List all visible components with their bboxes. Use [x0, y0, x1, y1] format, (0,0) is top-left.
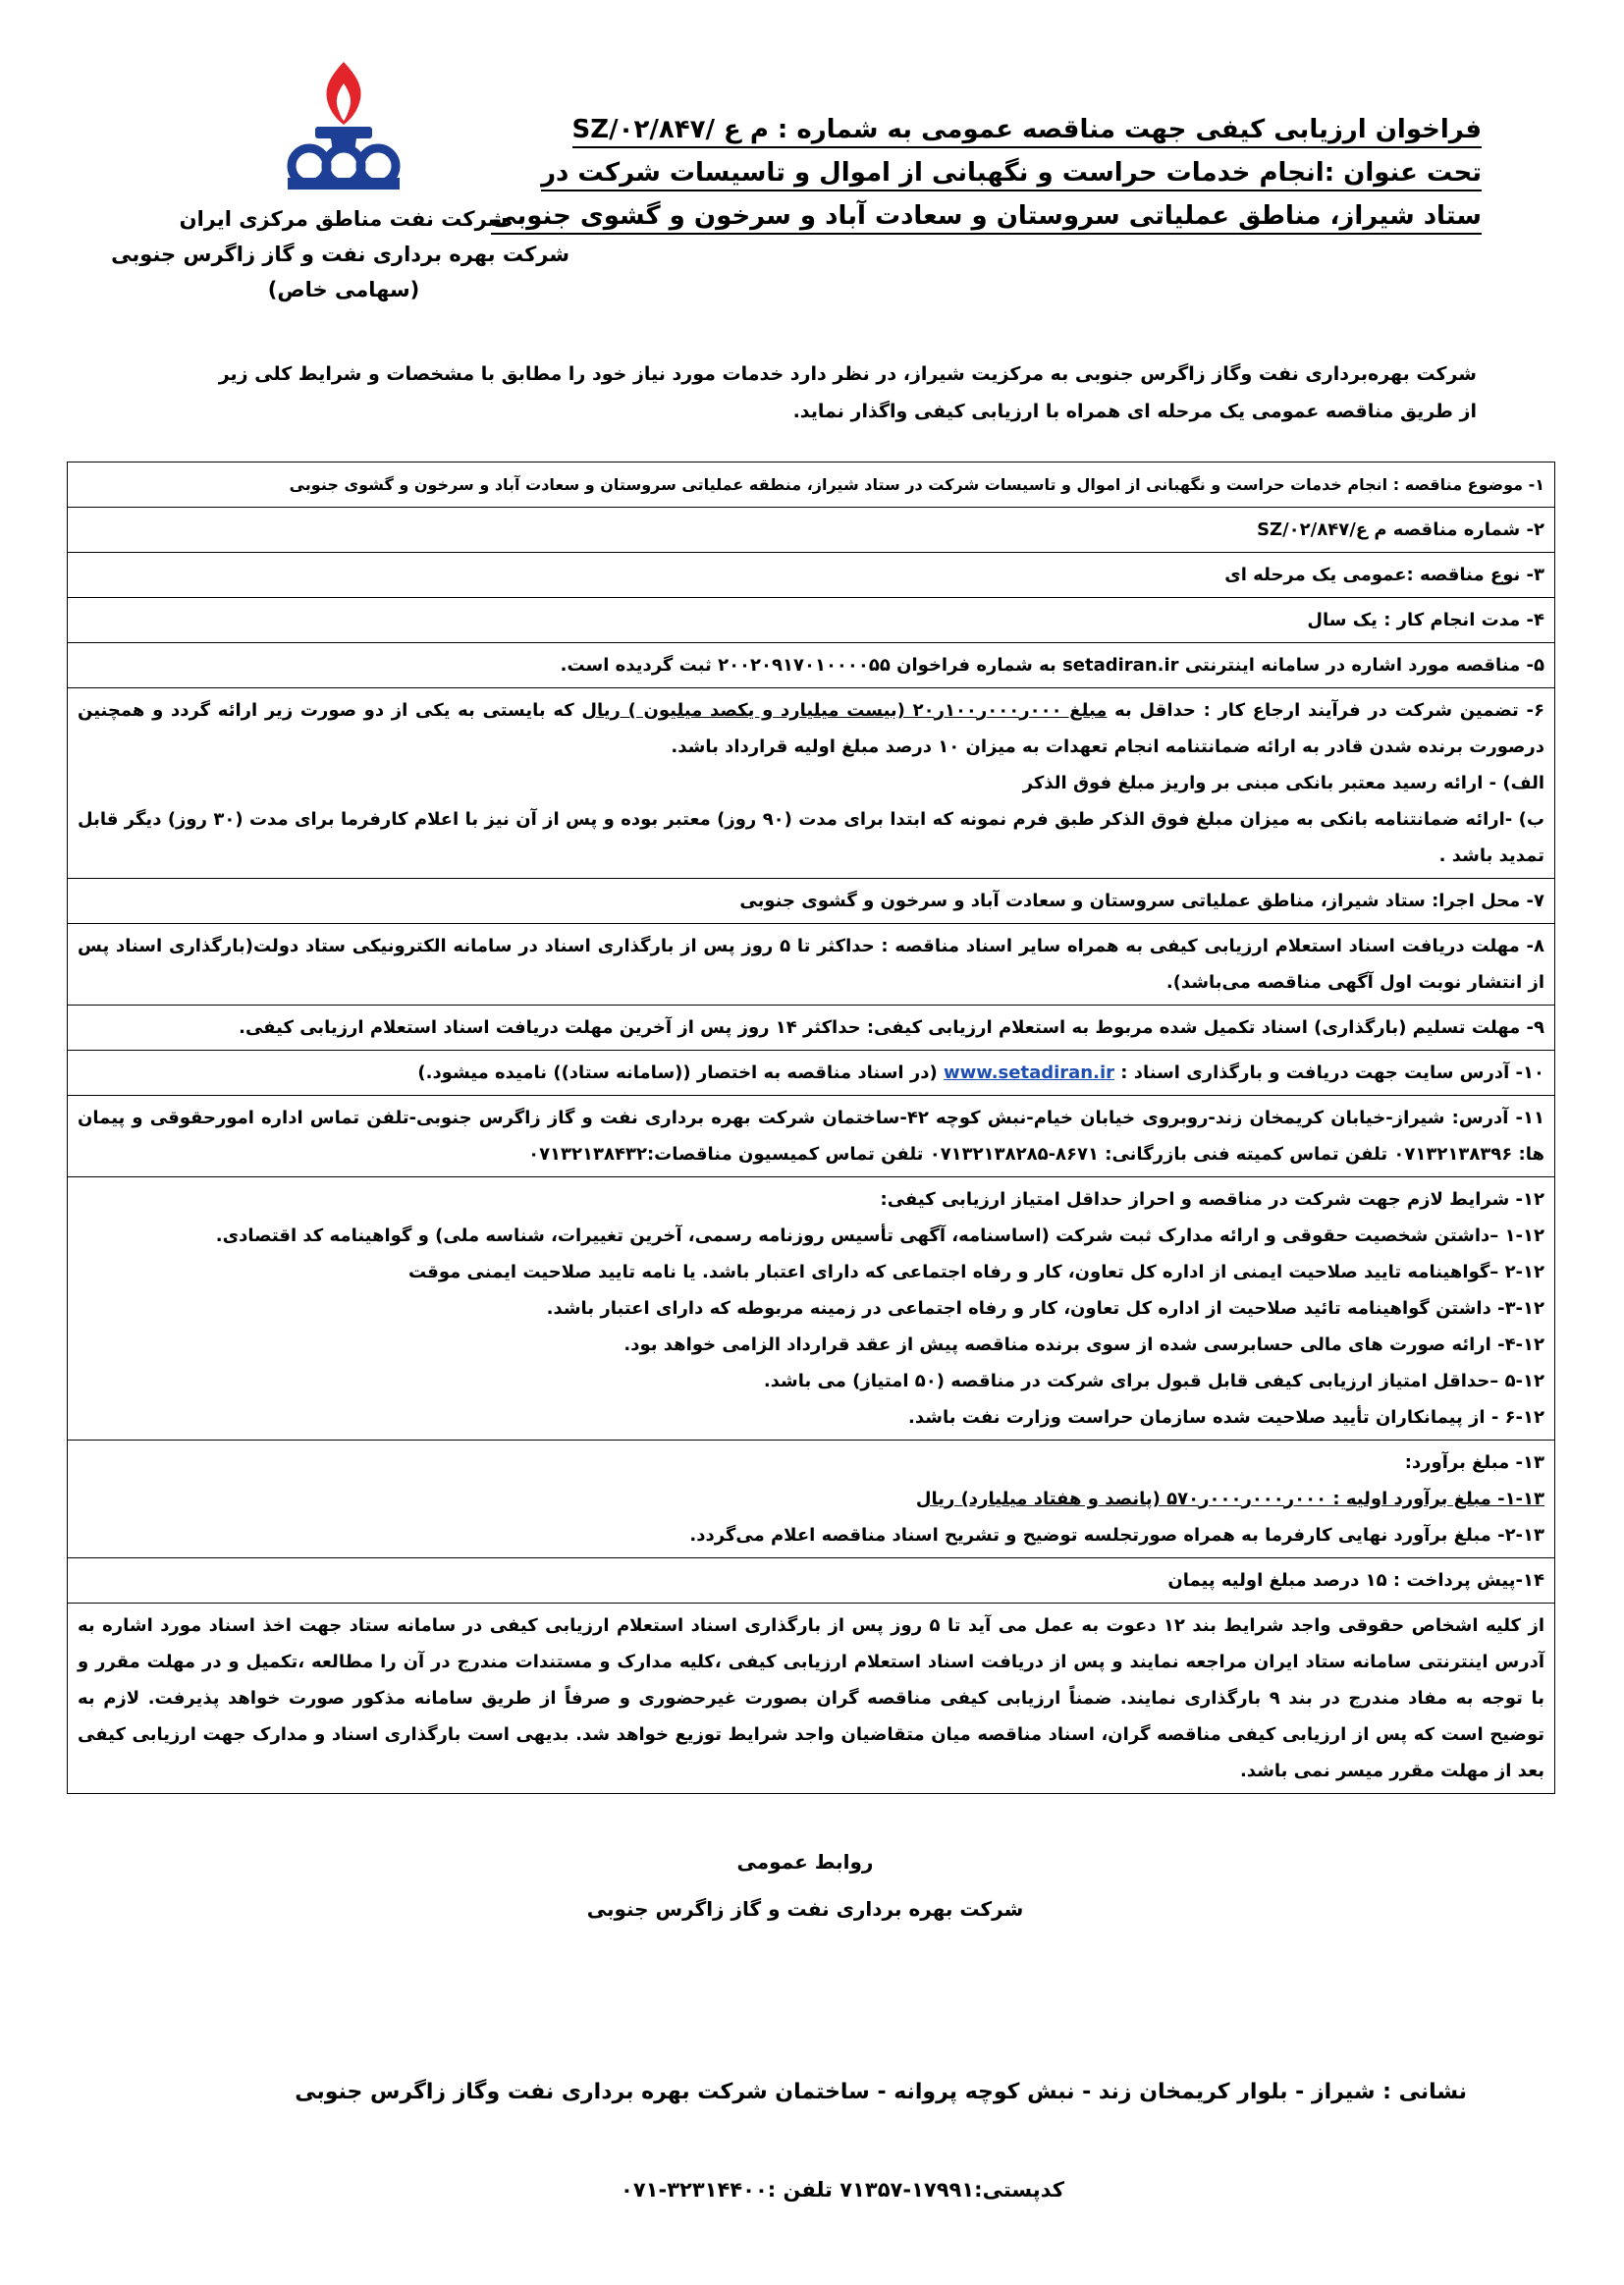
setadiran-link[interactable]: www.setadiran.ir: [943, 1062, 1114, 1083]
estimate-final: ۲-۱۳- مبلغ برآورد نهایی کارفرما به همراه صورتجلسه توضیح و تشریح اسناد مناقصه اعلام می‌گردد.: [689, 1525, 1544, 1546]
requirements-title: ۱۲- شرایط لازم جهت شرکت در مناقصه و احراز حداقل امتیاز ارزیابی کیفی:: [880, 1189, 1544, 1210]
estimate-initial: ۱-۱۳- مبلغ برآورد اولیه : ۰۰۰ر۰۰۰ر۰۰۰ر۵۷۰ (پانصد و هفتاد میلیارد) ریال: [915, 1489, 1544, 1509]
document-title: [491, 113, 1482, 243]
item-duration: ۴- مدت انجام کار : یک سال: [68, 598, 1555, 643]
requirement-2: ۲-۱۲ –گواهینامه تایید صلاحیت ایمنی از اداره کل تعاون، کار و رفاه اجتماعی که دارای اعتبار باشد. یا نامه تایید صلاحیت ایمنی موقت: [408, 1262, 1544, 1282]
item-guarantee: [68, 688, 1555, 879]
signature-line-2: شرکت بهره برداری نفت و گاز زاگرس جنوبی: [586, 1897, 1024, 1921]
requirement-6: ۶-۱۲ - از پیمانکاران تأیید صلاحیت شده سازمان حراست وزارت نفت باشد.: [908, 1407, 1544, 1428]
item-tender-number: ۲- شماره مناقصه م ع/SZ/۰۲/۸۴۷: [68, 508, 1555, 553]
requirement-5: ۵-۱۲ –حداقل امتیاز ارزیابی کیفی قابل قبول برای شرکت در مناقصه (۵۰ امتیاز) می باشد.: [763, 1371, 1544, 1391]
signature-line-1: روابط عمومی: [736, 1850, 874, 1874]
item-estimate: [68, 1441, 1555, 1558]
item-guarantee-text-a: ۶- تضمین شرکت در فرآیند ارجاع کار : حداقل به: [1114, 700, 1544, 721]
item-registration: [68, 643, 1555, 688]
item-document-deadline: ۸- مهلت دریافت اسناد استعلام ارزیابی کیفی به همراه سایر اسناد مناقصه : حداکثر تا ۵ روز پس از بارگذاری اسناد در سامانه الکترونیکی ستاد دولت(بارگذاری اسناد پس از انتشار نوبت اول آگهی مناقصه می‌باشد).: [68, 924, 1555, 1006]
item-requirements: [68, 1177, 1555, 1441]
title-line-3: ستاد شیراز، مناطق عملیاتی سروستان و سعادت آباد و سرخون و گشوی جنوبی: [491, 201, 1482, 235]
item-guarantee-text-b: که بایستی به یکی از دو صورت زیر ارائه گردد و همچنین درصورت برنده شدن قادر به ارائه ضمانتنامه انجام تعهدات به میزان ۱۰ درصد مبلغ اولیه قرارداد باشد.: [78, 700, 1544, 757]
footer-contact: کدپستی:۱۷۹۹۱-۷۱۳۵۷ تلفن :۳۲۳۱۴۴۰۰-۰۷۱: [621, 2178, 1064, 2202]
estimate-title: ۱۳- مبلغ برآورد:: [1404, 1452, 1544, 1473]
item-guarantee-amount: مبلغ ۰۰۰ر۰۰۰ر۱۰۰ر۲۰ (بیست میلیارد و یکصد میلیون ) ریال: [581, 700, 1108, 721]
item-website-text-b: (در اسناد مناقصه به اختصار ((سامانه ستاد)) نامیده میشود.): [417, 1062, 938, 1083]
org-line-3: (سهامی خاص): [267, 278, 420, 301]
item-prepayment: ۱۴-پیش پرداخت : ۱۵ درصد مبلغ اولیه پیمان: [68, 1558, 1555, 1604]
org-line-1: شرکت نفت مناطق مرکزی ایران: [179, 207, 509, 231]
item-registration-site: setadiran.ir: [1062, 655, 1179, 676]
company-logo-block: [111, 54, 569, 307]
item-guarantee-option-b: ب) -ارائه ضمانتنامه بانکی به میزان مبلغ فوق الذکر طبق فرم نمونه که ابتدا برای مدت (۹۰ روز) معتبر بوده و پس از آن نیز با اعلام کارفرما برای مدت (۳۰ روز) دیگر قابل تمدید باشد .: [78, 809, 1544, 866]
item-guarantee-option-a: الف) - ارائه رسید معتبر بانکی مبنی بر واریز مبلغ فوق الذکر: [1022, 773, 1544, 793]
tender-items-table: [67, 462, 1555, 1794]
item-location: ۷- محل اجرا: ستاد شیراز، مناطق عملیاتی سروستان و سعادت آباد و سرخون و گشوی جنوبی: [68, 879, 1555, 924]
org-line-2: شرکت بهره برداری نفت و گاز زاگرس جنوبی: [111, 243, 569, 266]
signature-block: [511, 1838, 1100, 1932]
item-subject: ۱- موضوع مناقصه : انجام خدمات حراست و نگهبانی از اموال و تاسیسات شرکت در ستاد شیراز، منطقه عملیاتی سروستان و سعادت آباد و سرخون و گشوی جنوبی: [68, 462, 1555, 508]
title-line-1: فراخوان ارزیابی کیفی جهت مناقصه عمومی به شماره : م ع /SZ/۰۲/۸۴۷: [572, 115, 1482, 148]
title-line-2: تحت عنوان :انجام خدمات حراست و نگهبانی از اموال و تاسیسات شرکت در: [541, 158, 1482, 191]
item-website-text-a: ۱۰- آدرس سایت جهت دریافت و بارگذاری اسناد :: [1120, 1062, 1544, 1083]
item-website: [68, 1051, 1555, 1096]
nioc-logo-icon: [270, 54, 417, 201]
item-submission-deadline: ۹- مهلت تسلیم (بارگذاری) اسناد تکمیل شده مربوط به استعلام ارزیابی کیفی: حداکثر ۱۴ روز پس از آخرین مهلت دریافت اسناد استعلام ارزیابی کیفی.: [68, 1006, 1555, 1051]
requirement-4: ۴-۱۲- ارائه صورت های مالی حسابرسی شده از سوی برنده مناقصه پیش از عقد قرارداد الزامی خواهد بود.: [623, 1334, 1544, 1355]
requirement-1: ۱-۱۲ –داشتن شخصیت حقوقی و ارائه مدارک ثبت شرکت (اساسنامه، آگهی تأسیس روزنامه رسمی، آخرین تغییرات، شناسه ملی) و گواهینامه کد اقتصادی.: [215, 1225, 1544, 1246]
footer-address: نشانی : شیراز - بلوار کریمخان زند - نبش کوچه پروانه - ساختمان شرکت بهره برداری نفت وگاز زاگرس جنوبی: [295, 2080, 1467, 2104]
item-tender-type: ۳- نوع مناقصه :عمومی یک مرحله ای: [68, 553, 1555, 598]
item-notice: از کلیه اشخاص حقوقی واجد شرایط بند ۱۲ دعوت به عمل می آید تا ۵ روز پس از بارگذاری اسناد استعلام ارزیابی کیفی در سامانه ستاد جهت اخذ اسناد مورد اشاره به آدرس اینترنتی سامانه ستاد ایران مراجعه نمایند و پس از دریافت اسناد استعلام ارزیابی کیفی ،کلیه مدارک و مستندات مندرج در آن را مطالعه ،تکمیل و در مهلت مقرر و با توجه به مفاد مندرج در بند ۹ بارگذاری نمایند. ضمناً ارزیابی کیفی مناقصه گران بصورت غیرحضوری و صرفاً از طریق سامانه مذکور صورت خواهد پذیرفت. لازم به توضیح است که پس از ارزیابی کیفی مناقصه گران، اسناد مناقصه میان متقاضیان واجد شرایط توزیع خواهد شد. بدیهی است بارگذاری اسناد و مدارک جهت ارزیابی کیفی بعد از مهلت مقرر میسر نمی باشد.: [68, 1604, 1555, 1794]
intro-paragraph: شرکت بهره‌برداری نفت وگاز زاگرس جنوبی به مرکزیت شیراز، در نظر دارد خدمات مورد نیاز خود را مطابق با مشخصات و شرایط کلی زیر از طریق مناقصه عمومی یک مرحله ای همراه با ارزیابی کیفی واگذار نماید.: [218, 363, 1477, 422]
requirement-3: ۳-۱۲- داشتن گواهینامه تائید صلاحیت از اداره کل تعاون، کار و رفاه اجتماعی در زمینه مربوطه که دارای اعتبار باشد.: [546, 1298, 1544, 1319]
item-address: ۱۱- آدرس: شیراز-خیابان کریمخان زند-روبروی خیابان خیام-نبش کوچه ۴۲-ساختمان شرکت بهره برداری نفت و گاز زاگرس جنوبی-تلفن تماس اداره امورحقوقی و پیمان ها: ۰۷۱۳۲۱۳۸۳۹۶ تلفن تماس کمیته فنی بازرگانی: ۸۶۷۱-۰۷۱۳۲۱۳۸۲۸۵ تلفن تماس کمیسیون مناقصات:۰۷۱۳۲۱۳۸۴۳۲: [68, 1096, 1555, 1177]
item-registration-text-b: به شماره فراخوان ۲۰۰۲۰۹۱۷۰۱۰۰۰۰۵۵ ثبت گردیده است.: [560, 655, 1056, 676]
item-registration-text-a: ۵- مناقصه مورد اشاره در سامانه اینترنتی: [1184, 655, 1544, 676]
